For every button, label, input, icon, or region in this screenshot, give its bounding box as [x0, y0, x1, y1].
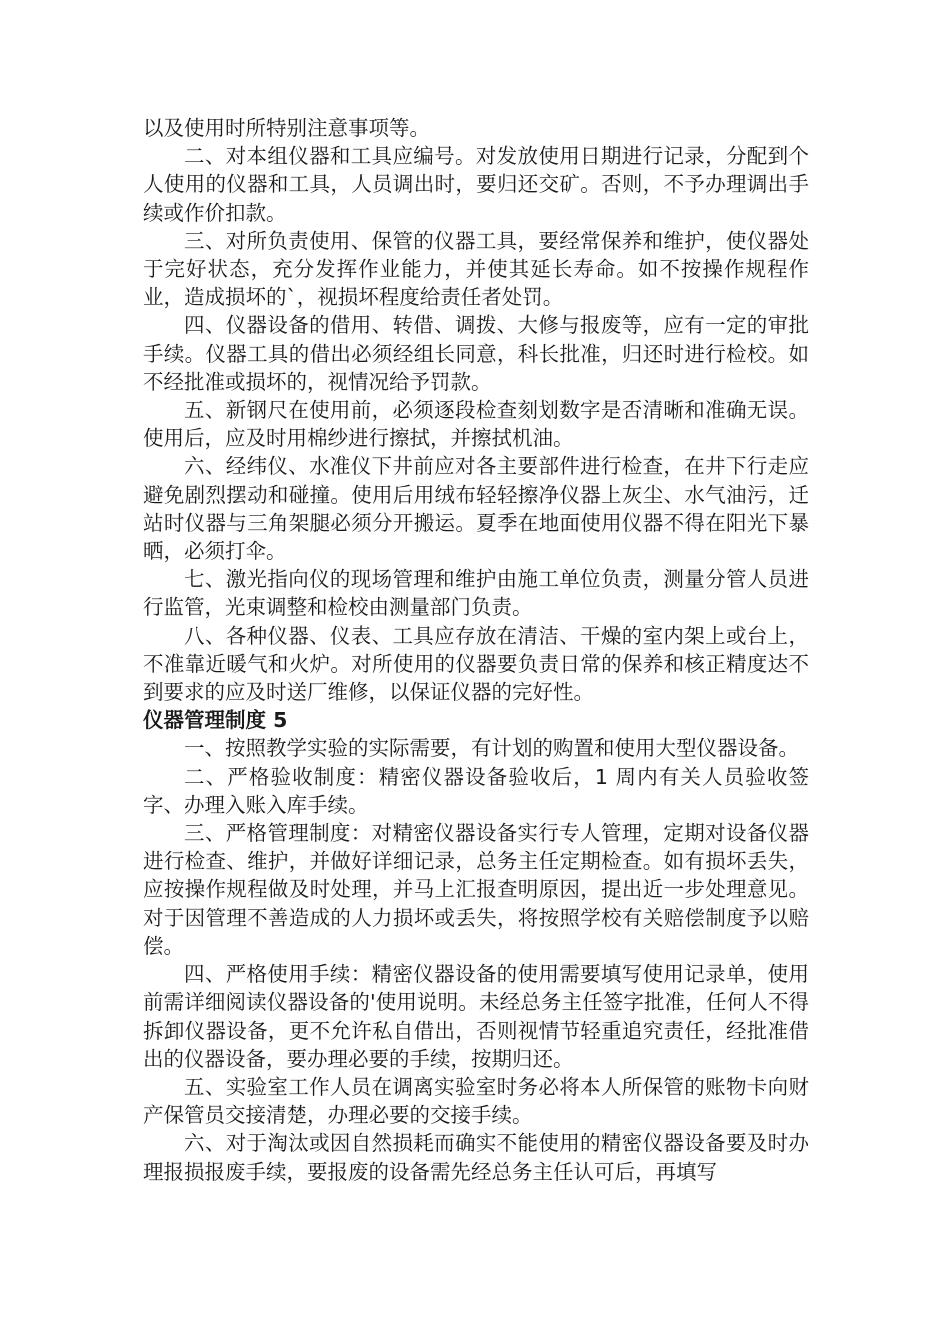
paragraph: 一、按照教学实验的实际需要，有计划的购置和使用大型仪器设备。 [184, 736, 799, 761]
paragraph: 三、对所负责使用、保管的仪器工具，要经常保养和维护，使仪器处于完好状态，充分发挥作业能力，并使其延长寿命。如不按操作规程作业，造成损坏的`，视损坏程度给责任者处罚。 [143, 228, 809, 310]
paragraph: 五、新钢尺在使用前，必须逐段检查刻划数字是否清晰和准确无误。使用后，应及时用棉纱进行擦拭，并擦拭机油。 [143, 398, 809, 451]
paragraph: 五、实验室工作人员在调离实验室时务必将本人所保管的账物卡向财产保管员交接清楚，办理必要的交接手续。 [143, 1074, 809, 1128]
paragraph: 四、严格使用手续：精密仪器设备的使用需要填写使用记录单，使用前需详细阅读仪器设备的'使用说明。未经总务主任签字批准，任何人不得拆卸仪器设备，更不允许私自借出，否则视情节轻重追究责任，经批准借出的仪器设备，要办理必要的手续，按期归还。 [143, 962, 809, 1071]
paragraph: 四、仪器设备的借用、转借、调拨、大修与报废等，应有一定的审批手续。仪器工具的借出必须经组长同意，科长批准，归还时进行检校。如不经批准或损坏的，视情况给予罚款。 [143, 313, 809, 394]
paragraph: 六、对于淘汰或因自然损耗而确实不能使用的精密仪器设备要及时办理报损报废手续，要报废的设备需先经总务主任认可后，再填写 [143, 1131, 809, 1184]
section-heading: 仪器管理制度 5 [143, 708, 288, 733]
paragraph: 七、激光指向仪的现场管理和维护由施工单位负责，测量分管人员进行监管，光束调整和检校由测量部门负责。 [143, 567, 809, 620]
paragraph: 六、经纬仪、水准仪下井前应对各主要部件进行检查，在井下行走应避免剧烈摆动和碰撞。使用后用绒布轻轻擦净仪器上灰尘、水气油污，迁站时仪器与三角架腿必须分开搬运。夏季在地面使用仪器不得在阳光下暴晒，必须打伞。 [143, 454, 809, 564]
document-page [143, 114, 809, 1186]
paragraph: 二、严格验收制度：精密仪器设备验收后，1 周内有关人员验收签字、办理入账入库手续。 [143, 764, 809, 817]
paragraph: 三、严格管理制度：对精密仪器设备实行专人管理，定期对设备仪器进行检查、维护，并做好详细记录，总务主任定期检查。如有损坏丢失，应按操作规程做及时处理，并马上汇报查明原因，提出近一步处理意见。对于因管理不善造成的人力损坏或丢失，将按照学校有关赔偿制度予以赔偿。 [143, 821, 809, 958]
continued-paragraph: 以及使用时所特别注意事项等。 [143, 116, 430, 140]
paragraph: 八、各种仪器、仪表、工具应存放在清洁、干燥的室内架上或台上，不准靠近暖气和火炉。对所使用的仪器要负责日常的保养和核正精度达不到要求的应及时送厂维修，以保证仪器的完好性。 [143, 623, 809, 705]
paragraph: 二、对本组仪器和工具应编号。对发放使用日期进行记录，分配到个人使用的仪器和工具，人员调出时，要归还交矿。否则，不予办理调出手续或作价扣款。 [143, 144, 809, 225]
